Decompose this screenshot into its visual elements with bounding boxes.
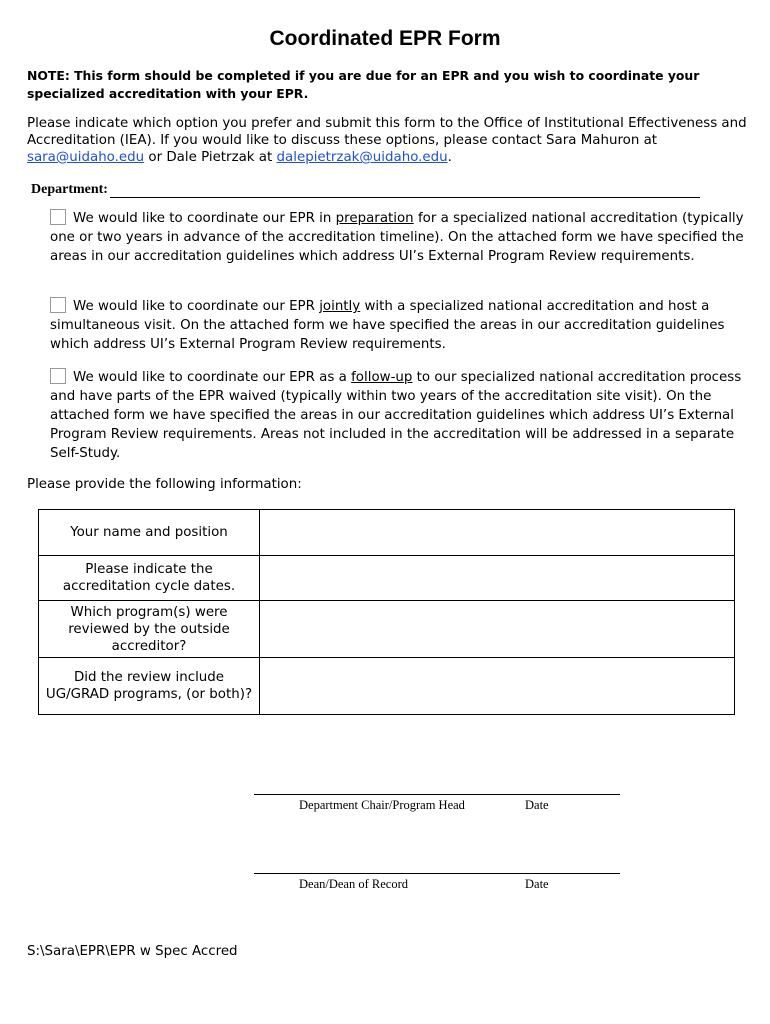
answer-ug-grad[interactable] bbox=[260, 658, 735, 715]
option-jointly-text-2: with a specialized national accreditation and host a simultaneous visit. On the attached form we have specified the areas in our accreditation guidelines which address UI’s External Program Review requirements. bbox=[50, 299, 725, 352]
question-cycle-dates: Please indicate the accreditation cycle dates. bbox=[39, 556, 260, 601]
question-programs-reviewed: Which program(s) were reviewed by the outside accreditor? bbox=[39, 601, 260, 658]
department-field[interactable] bbox=[110, 184, 700, 198]
option-jointly bbox=[50, 297, 750, 354]
option-follow-up bbox=[50, 368, 750, 463]
option-preparation bbox=[50, 209, 750, 266]
option-preparation-text-1: We would like to coordinate our EPR in bbox=[73, 211, 336, 226]
table-row bbox=[39, 658, 735, 715]
email-link-sara[interactable]: sara@uidaho.edu bbox=[27, 150, 145, 165]
table-row bbox=[39, 601, 735, 658]
intro-text-3: . bbox=[447, 150, 452, 165]
answer-cycle-dates[interactable] bbox=[260, 556, 735, 601]
option-preparation-text-2: for a specialized national accreditation (typically one or two years in advance of the accreditation timeline). On the attached form we have specified the areas in our accreditation guidelines which address UI’s External Program Review requirements. bbox=[50, 211, 744, 264]
footer-path: S:\Sara\EPR\EPR w Spec Accred bbox=[27, 944, 238, 959]
option-follow-up-keyword: follow-up bbox=[351, 370, 413, 385]
department-label: Department: bbox=[31, 182, 108, 197]
answer-name-position[interactable] bbox=[260, 510, 735, 556]
info-table bbox=[38, 509, 735, 715]
option-jointly-text-1: We would like to coordinate our EPR bbox=[73, 299, 320, 314]
email-link-dale[interactable]: dalepietrzak@uidaho.edu bbox=[276, 150, 448, 165]
checkbox-preparation[interactable] bbox=[50, 209, 66, 225]
question-ug-grad: Did the review include UG/GRAD programs, (or both)? bbox=[39, 658, 260, 715]
signature-line-dean[interactable] bbox=[254, 873, 620, 874]
option-follow-up-text-2: to our specialized national accreditation process and have parts of the EPR waived (typically within two years of the accreditation site visit). On the attached form we have specified the areas in our accreditation guidelines which address UI’s External Program Review requirements. Areas not included in the accreditation will be addressed in a separate Self-Study. bbox=[50, 370, 742, 461]
checkbox-jointly[interactable] bbox=[50, 297, 66, 313]
option-follow-up-text-1: We would like to coordinate our EPR as a bbox=[73, 370, 352, 385]
signature-chair-date-label: Date bbox=[525, 798, 549, 812]
signature-dean-date-label: Date bbox=[525, 877, 549, 891]
signature-chair bbox=[254, 794, 622, 812]
checkbox-follow-up[interactable] bbox=[50, 368, 66, 384]
page-title: Coordinated EPR Form bbox=[269, 27, 501, 50]
note-text: NOTE: This form should be completed if you are due for an EPR and you wish to coordinate your specialized accreditation with your EPR. bbox=[27, 68, 700, 101]
please-provide-text: Please provide the following information: bbox=[27, 477, 302, 492]
answer-programs-reviewed[interactable] bbox=[260, 601, 735, 658]
table-row bbox=[39, 556, 735, 601]
intro-text-1: Please indicate which option you prefer and submit this form to the Office of Institutional Effectiveness and Accreditation (IEA). If you would like to discuss these options, please contact Sara Mahuron at bbox=[27, 116, 747, 148]
intro-paragraph bbox=[27, 115, 752, 166]
option-preparation-keyword: preparation bbox=[335, 211, 414, 226]
department-row bbox=[31, 182, 711, 198]
signature-line-chair[interactable] bbox=[254, 794, 620, 795]
signature-dean bbox=[254, 873, 622, 891]
intro-text-2: or Dale Pietrzak at bbox=[144, 150, 277, 165]
option-jointly-keyword: jointly bbox=[319, 299, 361, 314]
table-row bbox=[39, 510, 735, 556]
signature-dean-label: Dean/Dean of Record bbox=[299, 877, 408, 891]
signature-chair-label: Department Chair/Program Head bbox=[299, 798, 465, 812]
question-name-position: Your name and position bbox=[39, 510, 260, 556]
